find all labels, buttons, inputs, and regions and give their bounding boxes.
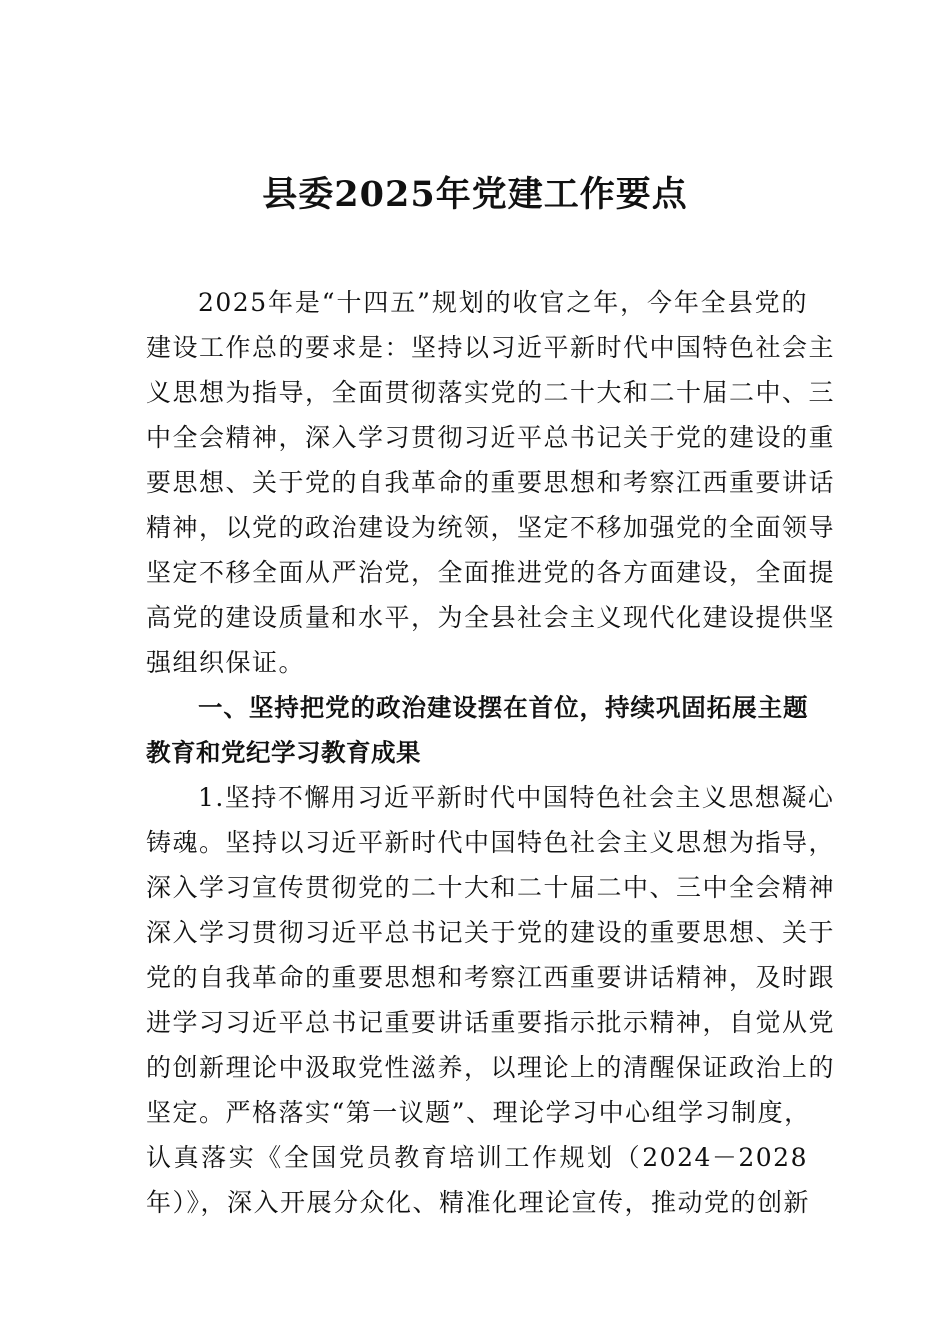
item-paragraph-line: 1.坚持不懈用习近平新时代中国特色社会主义思想凝心: [198, 783, 835, 812]
intro-paragraph-line: 要思想、关于党的自我革命的重要思想和考察江西重要讲话: [146, 468, 836, 497]
item-paragraph-line: 的创新理论中汲取党性滋养，以理论上的清醒保证政治上的: [146, 1053, 836, 1082]
section-heading-line: 教育和党纪学习教育成果: [146, 738, 421, 767]
intro-paragraph-line: 义思想为指导，全面贯彻落实党的二十大和二十届二中、三: [146, 378, 836, 407]
intro-paragraph-line: 高党的建设质量和水平，为全县社会主义现代化建设提供坚: [146, 603, 836, 632]
item-paragraph-line: 深入学习贯彻习近平总书记关于党的建设的重要思想、关于: [146, 918, 836, 947]
item-paragraph-line: 铸魂。坚持以习近平新时代中国特色社会主义思想为指导，: [146, 828, 836, 857]
document-body: [146, 280, 836, 1225]
document-title: 县委2025年党建工作要点: [262, 174, 688, 215]
item-paragraph-line: 进学习习近平总书记重要讲话重要指示批示精神，自觉从党: [146, 1008, 836, 1037]
item-paragraph-line: 党的自我革命的重要思想和考察江西重要讲话精神，及时跟: [146, 963, 836, 992]
intro-paragraph-line: 坚定不移全面从严治党，全面推进党的各方面建设，全面提: [146, 558, 836, 587]
item-paragraph-line: 坚定。严格落实“第一议题”、理论学习中心组学习制度，: [146, 1098, 811, 1127]
intro-paragraph-line: 2025年是“十四五”规划的收官之年，今年全县党的: [198, 288, 808, 317]
intro-paragraph-line: 建设工作总的要求是：坚持以习近平新时代中国特色社会主: [146, 333, 836, 362]
intro-paragraph-line: 强组织保证。: [146, 648, 306, 677]
item-paragraph-line: 深入学习宣传贯彻党的二十大和二十届二中、三中全会精神: [146, 873, 836, 902]
item-paragraph-line: 年）》，深入开展分众化、精准化理论宣传，推动党的创新: [146, 1188, 811, 1217]
section-heading-line: 一、坚持把党的政治建设摆在首位，持续巩固拓展主题: [198, 693, 808, 722]
item-paragraph-line: 认真落实《全国党员教育培训工作规划（2024－2028: [146, 1143, 808, 1172]
intro-paragraph-line: 精神，以党的政治建设为统领，坚定不移加强党的全面领导: [146, 513, 836, 542]
intro-paragraph-line: 中全会精神，深入学习贯彻习近平总书记关于党的建设的重: [146, 423, 836, 452]
